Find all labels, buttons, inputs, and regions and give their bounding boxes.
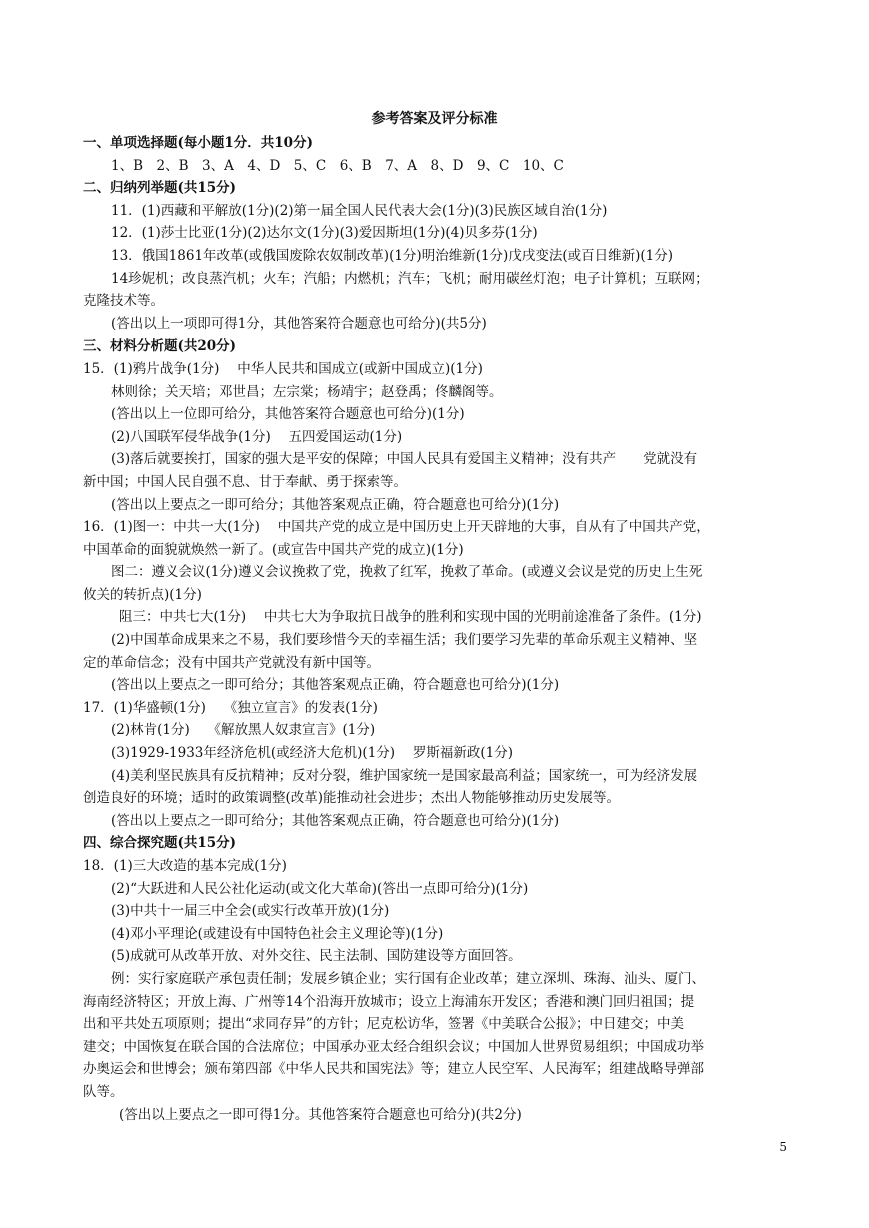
section-heading: 四、综合探究题(共15分) <box>83 835 237 852</box>
answer-line: 15．(1)鸦片战争(1分) 中华人民共和国成立(或新中国成立)(1分) <box>83 360 483 377</box>
answer-line: (2)中国革命成果来之不易，我们要珍惜今天的幸福生活；我们要学习先辈的革命乐观主义精神、坚 <box>111 632 698 649</box>
answer-line: 1、B 2、B 3、A 4、D 5、C 6、B 7、A 8、D 9、C 10、C <box>111 157 564 174</box>
answer-line: (答出以上要点之一即可得1分。其他答案符合题意也可给分)(共2分) <box>119 1106 522 1123</box>
answer-line: 攸关的转折点)(1分) <box>83 586 202 603</box>
answer-line: (3)中共十一届三中全会(或实行改革开放)(1分) <box>111 903 390 920</box>
answer-line: 14珍妮机；改良蒸汽机；火车；汽船；内燃机；汽车；飞机；耐用碳丝灯泡；电子计算机；互联网； <box>111 270 709 287</box>
answer-line: (4)美利坚民族具有反抗精神；反对分裂，维护国家统一是国家最高利益；国家统一，可为经济发展 <box>111 767 698 784</box>
answer-line: 图二：遵义会议(1分)遵义会议挽救了党，挽救了红军，挽救了革命。(或遵义会议是党的历史上生死 <box>111 564 703 581</box>
answer-line: 中国革命的面貌就焕然一新了。(或宣告中国共产党的成立)(1分) <box>83 541 464 558</box>
answer-line: (答出以上要点之一即可给分；其他答案观点正确，符合题意也可给分)(1分) <box>111 677 560 694</box>
answer-line: (答出以上一项即可得1分，其他答案符合题意也可给分)(共5分) <box>111 315 487 332</box>
answer-line: 创造良好的环境；适时的政策调整(改革)能推动社会进步；杰出人物能够推动历史发展等。 <box>83 790 621 807</box>
section-heading: 一、单项选择题(每小题1分．共10分) <box>83 135 313 151</box>
answer-line: (答出以上要点之一即可给分；其他答案观点正确，符合题意也可给分)(1分) <box>111 812 560 829</box>
answer-line: 17．(1)华盛顿(1分) 《独立宣言》的发表(1分) <box>83 699 378 716</box>
answer-line: (5)成就可从改革开放、对外交往、民主法制、国防建设等方面回答。 <box>111 948 522 965</box>
answer-line: 克隆技术等。 <box>83 293 164 310</box>
answer-line: 出和平共处五项原则；提出“求同存异”的方针；尼克松访华，签署《中美联合公报》；中日建交；中美 <box>83 1016 685 1033</box>
answer-line: 阻三：中共七大(1分) 中共七大为争取抗日战争的胜利和实现中国的光明前途准备了条件。(1分) <box>119 609 702 626</box>
answer-line: 新中国；中国人民自强不息、甘于奉献、勇于探索等。 <box>83 473 407 490</box>
answer-line: 16．(1)图一：中共一大(1分) 中国共产党的成立是中国历史上开天辟地的大事，自从有了中国共产党， <box>83 519 710 536</box>
document-title: 参考答案及评分标准 <box>371 111 498 127</box>
answer-line: 例：实行家庭联产承包责任制；发展乡镇企业；实行国有企业改革；建立深圳、珠海、汕头、厦门、 <box>111 970 705 987</box>
answer-line: (3)落后就要挨打，国家的强大是平安的保障；中国人民具有爱国主义精神；没有共产 党就没有 <box>111 451 698 468</box>
section-heading: 三、材料分析题(共20分) <box>83 338 237 355</box>
answer-line: 18．(1)三大改造的基本完成(1分) <box>83 858 287 874</box>
answer-line: (2)“大跃进和人民公社化运动(或文化大革命)(答出一点即可给分)(1分) <box>111 880 529 897</box>
answer-line: (答出以上要点之一即可给分；其他答案观点正确，符合题意也可给分)(1分) <box>111 496 560 513</box>
answer-line: (2)八国联军侵华战争(1分) 五四爱国运动(1分) <box>111 428 403 445</box>
answer-line: (答出以上一位即可给分，其他答案符合题意也可给分)(1分) <box>111 406 465 423</box>
answer-line: (4)邓小平理论(或建设有中国特色社会主义理论等)(1分) <box>111 925 444 942</box>
answer-body <box>83 132 789 1126</box>
answer-line: 定的革命信念；没有中国共产党就没有新中国等。 <box>83 654 380 671</box>
page-number: 5 <box>779 1140 787 1154</box>
answer-line: 海南经济特区；开放上海、广州等14个沿海开放城市；设立上海浦东开发区；香港和澳门回归祖国；提 <box>83 993 695 1010</box>
answer-line: 队等。 <box>83 1083 124 1100</box>
answer-line: 建交；中国恢复在联合国的合法席位；中国承办亚太经合组织会议；中国加人世界贸易组织；中国成功举 <box>83 1038 704 1055</box>
answer-line: (2)林肯(1分) 《解放黑人奴隶宣言》(1分) <box>111 722 376 739</box>
section-heading: 二、归纳列举题(共15分) <box>83 180 237 197</box>
answer-line: 林则徐；关天培；邓世昌；左宗棠；杨靖宇；赵登禹；佟麟阁等。 <box>111 383 503 400</box>
answer-line: 11．(1)西藏和平解放(1分)(2)第一届全国人民代表大会(1分)(3)民族区域自治(1分) <box>111 202 608 219</box>
answer-line: 办奥运会和世博会；颁布第四部《中华人民共和国宪法》等；建立人民空军、人民海军；组建战略导弹部 <box>83 1061 704 1078</box>
answer-line: (3)1929-1933年经济危机(或经济大危机)(1分) 罗斯福新政(1分) <box>111 745 513 762</box>
answer-line: 12．(1)莎士比亚(1分)(2)达尔文(1分)(3)爱因斯坦(1分)(4)贝多芬(1分) <box>111 225 538 242</box>
answer-line: 13．俄国1861年改革(或俄国废除农奴制改革)(1分)明治维新(1分)戊戌变法(或百日维新)(1分) <box>111 247 673 264</box>
